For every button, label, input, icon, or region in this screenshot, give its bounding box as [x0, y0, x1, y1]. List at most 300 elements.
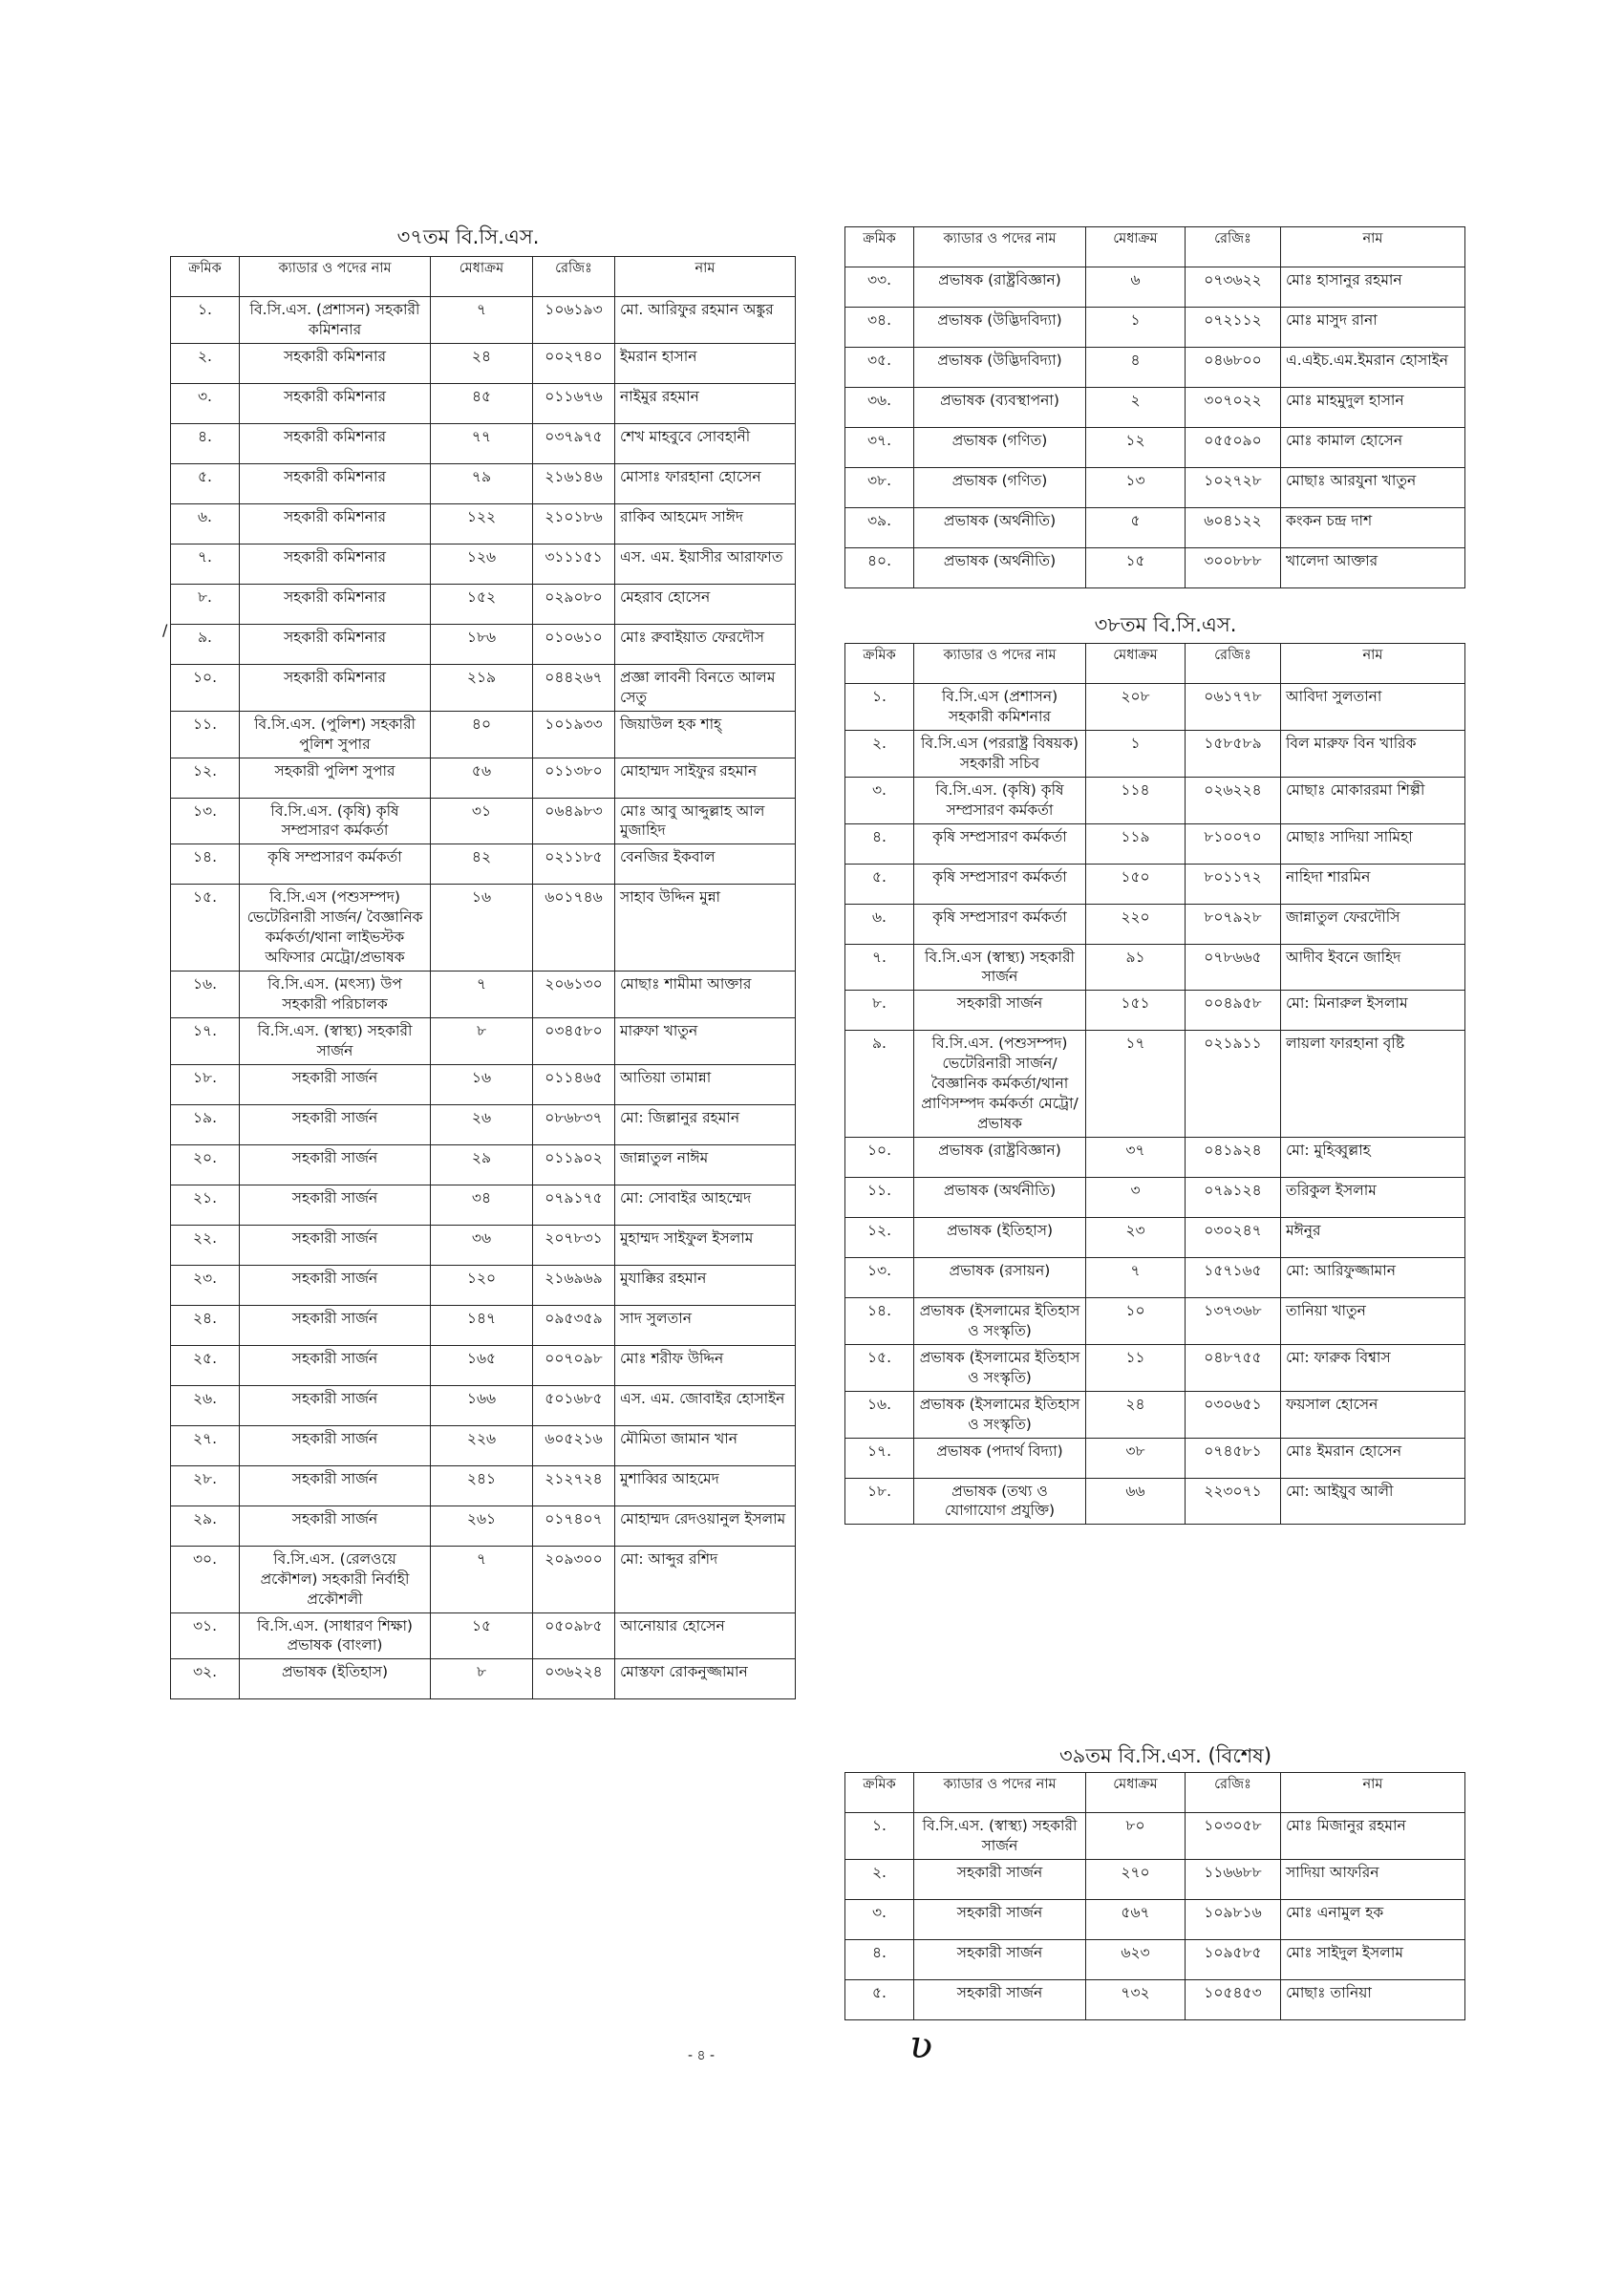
cadre-post-cell: সহকারী সার্জন [240, 1506, 431, 1546]
name-cell: মোঃ সাইদুল ইসলাম [1281, 1939, 1465, 1979]
merit-position-cell: ১২ [1086, 428, 1186, 468]
column-header: রেজিঃ [1186, 644, 1281, 684]
serial-cell: ১৮. [845, 1478, 914, 1525]
registration-cell: ১৫৭১৬৫ [1186, 1257, 1281, 1297]
registration-cell: ৩০০৮৮৮ [1186, 548, 1281, 588]
cadre-post-cell: সহকারী সার্জন [240, 1305, 431, 1345]
name-cell: রাকিব আহমেদ সাঈদ [615, 503, 796, 544]
column-header: ক্রমিক [171, 257, 240, 297]
name-cell: মো: আরিফুজ্জামান [1281, 1257, 1465, 1297]
cadre-post-cell: প্রভাষক (উদ্ভিদবিদ্যা) [914, 308, 1086, 348]
registration-cell: ২২৩০৭১ [1186, 1478, 1281, 1525]
registration-cell: ১০৯৫৮৫ [1186, 1939, 1281, 1979]
name-cell: মোঃ ইমরান হোসেন [1281, 1438, 1465, 1478]
table-row [171, 758, 796, 798]
registration-cell: ০৬৪৯৮৩ [533, 798, 615, 844]
registration-cell: ০১১৪৬৫ [533, 1064, 615, 1104]
name-cell: জিয়াউল হক শাহ্ [615, 711, 796, 758]
merit-position-cell: ৪০ [431, 711, 533, 758]
serial-cell: ৩২. [171, 1659, 240, 1699]
merit-position-cell: ১৫০ [1086, 864, 1186, 904]
name-cell: মো: আব্দুর রশিদ [615, 1546, 796, 1612]
merit-position-cell: ২৭০ [1086, 1859, 1186, 1899]
column-header: নাম [615, 257, 796, 297]
merit-position-cell: ৫৬৭ [1086, 1899, 1186, 1939]
name-cell: মোঃ মাসুদ রানা [1281, 308, 1465, 348]
serial-cell: ৩৩. [845, 267, 914, 308]
table-row [171, 885, 796, 972]
serial-cell: ১৭. [845, 1438, 914, 1478]
cadre-post-cell: প্রভাষক (ইসলামের ইতিহাস ও সংস্কৃতি) [914, 1344, 1086, 1391]
registration-cell: ০৩৪৫৮০ [533, 1017, 615, 1064]
table-row [171, 503, 796, 544]
merit-position-cell: ৭ [431, 297, 533, 344]
table-row [845, 1939, 1465, 1979]
serial-cell: ২৬. [171, 1385, 240, 1425]
merit-position-cell: ২৩ [1086, 1217, 1186, 1257]
registration-cell: ০৮৬৮৩৭ [533, 1104, 615, 1144]
table-row [845, 684, 1465, 731]
cadre-post-cell: সহকারী কমিশনার [240, 624, 431, 664]
registration-cell: ২১৬১৪৬ [533, 463, 615, 503]
name-cell: আদীব ইবনে জাহিদ [1281, 944, 1465, 991]
merit-position-cell: ১৮৬ [431, 624, 533, 664]
table-row [171, 1546, 796, 1612]
cadre-post-cell: বি.সি.এস (পররাষ্ট্র বিষয়ক) সহকারী সচিব [914, 730, 1086, 777]
table-row [171, 423, 796, 463]
cadre-post-cell: বি.সি.এস. (রেলওয়ে প্রকৌশল) সহকারী নির্বাহী প্রকৌশলী [240, 1546, 431, 1612]
serial-cell: ২৫. [171, 1345, 240, 1385]
registration-cell: ৮০১১৭২ [1186, 864, 1281, 904]
table-row [845, 508, 1465, 548]
name-cell: বেনজির ইকবাল [615, 844, 796, 885]
table-row [171, 544, 796, 584]
registration-cell: ২০৬১৩০ [533, 972, 615, 1018]
serial-cell: ১২. [845, 1217, 914, 1257]
table-title-37-bcs: ৩৭তম বি.সি.এস. [396, 225, 540, 248]
merit-position-cell: ৮০ [1086, 1813, 1186, 1860]
registration-cell: ৬০৪১২২ [1186, 508, 1281, 548]
cadre-post-cell: প্রভাষক (অর্থনীতি) [914, 548, 1086, 588]
table-row [845, 267, 1465, 308]
serial-cell: ৩৫. [845, 348, 914, 388]
cadre-post-cell: কৃষি সম্প্রসারণ কর্মকর্তা [914, 864, 1086, 904]
table-row [845, 548, 1465, 588]
name-cell: মোসাঃ ফারহানা হোসেন [615, 463, 796, 503]
name-cell: মোঃ রুবাইয়াত ফেরদৌস [615, 624, 796, 664]
name-cell: বিল মারুফ বিন খারিক [1281, 730, 1465, 777]
table-row [171, 844, 796, 885]
merit-position-cell: ৪ [1086, 348, 1186, 388]
serial-cell: ১১. [171, 711, 240, 758]
name-cell: মো: মিনারুল ইসলাম [1281, 991, 1465, 1031]
name-cell: সাদিয়া আফরিন [1281, 1859, 1465, 1899]
merit-position-cell: ৩৪ [431, 1185, 533, 1225]
name-cell: ফয়সাল হোসেন [1281, 1391, 1465, 1438]
table-row [845, 348, 1465, 388]
table-row [845, 1297, 1465, 1344]
name-cell: এস. এম. ইয়াসীর আরাফাত [615, 544, 796, 584]
registration-cell: ৮০৭৯২৮ [1186, 904, 1281, 944]
merit-position-cell: ৩৬ [431, 1225, 533, 1265]
merit-position-cell: ২১৯ [431, 664, 533, 711]
table-row [845, 730, 1465, 777]
cadre-post-cell: বি.সি.এস. (স্বাস্থ্য) সহকারী সার্জন [240, 1017, 431, 1064]
cadre-post-cell: সহকারী সার্জন [240, 1104, 431, 1144]
table-row [845, 1177, 1465, 1217]
name-cell: মো. আরিফুর রহমান অঙ্কুর [615, 297, 796, 344]
serial-cell: ৮. [845, 991, 914, 1031]
serial-cell: ৪. [171, 423, 240, 463]
table-row [845, 1257, 1465, 1297]
name-cell: লায়লা ফারহানা বৃষ্টি [1281, 1031, 1465, 1138]
serial-cell: ১. [845, 1813, 914, 1860]
merit-position-cell: ১৪৭ [431, 1305, 533, 1345]
table-row [171, 1506, 796, 1546]
column-header: রেজিঃ [533, 257, 615, 297]
cadre-post-cell: প্রভাষক (রাষ্ট্রবিজ্ঞান) [914, 267, 1086, 308]
registration-cell: ১০৫৪৫৩ [1186, 1979, 1281, 2019]
serial-cell: ৭. [171, 544, 240, 584]
registration-cell: ০৩৭৯৭৫ [533, 423, 615, 463]
margin-tick-mark: / [162, 621, 168, 639]
table-row [845, 1859, 1465, 1899]
registration-cell: ০৩৬২২৪ [533, 1659, 615, 1699]
column-header: ক্রমিক [845, 227, 914, 267]
cadre-post-cell: সহকারী কমিশনার [240, 503, 431, 544]
merit-position-cell: ৪২ [431, 844, 533, 885]
table-row [845, 1031, 1465, 1138]
serial-cell: ৩১. [171, 1612, 240, 1659]
name-cell: এস. এম. জোবাইর হোসাইন [615, 1385, 796, 1425]
table-row [171, 1017, 796, 1064]
name-cell: মোহাম্মদ রেদওয়ানুল ইসলাম [615, 1506, 796, 1546]
cadre-post-cell: সহকারী কমিশনার [240, 463, 431, 503]
table-header-row [845, 227, 1465, 267]
table-row [171, 1425, 796, 1465]
registration-cell: ০৩০২৪৭ [1186, 1217, 1281, 1257]
registration-cell: ৫০১৬৮৫ [533, 1385, 615, 1425]
merit-position-cell: ৩৭ [1086, 1137, 1186, 1177]
column-header: রেজিঃ [1186, 227, 1281, 267]
name-cell: মোছাঃ আরযুনা খাতুন [1281, 468, 1465, 508]
merit-position-cell: ৯১ [1086, 944, 1186, 991]
serial-cell: ৮. [171, 584, 240, 624]
table-row [845, 1899, 1465, 1939]
merit-position-cell: ২০৮ [1086, 684, 1186, 731]
name-cell: মোঃ মিজানুর রহমান [1281, 1813, 1465, 1860]
name-cell: মুশাব্বির আহমেদ [615, 1465, 796, 1506]
name-cell: মঈনুর [1281, 1217, 1465, 1257]
name-cell: মো: ফারুক বিশ্বাস [1281, 1344, 1465, 1391]
name-cell: মোঃ শরীফ উদ্দিন [615, 1345, 796, 1385]
name-cell: মোছাঃ সাদিয়া সামিহা [1281, 823, 1465, 864]
serial-cell: ৩০. [171, 1546, 240, 1612]
table-row [171, 1185, 796, 1225]
merit-position-cell: ৩ [1086, 1177, 1186, 1217]
cadre-post-cell: বি.সি.এস. (সাধারণ শিক্ষা) প্রভাষক (বাংলা) [240, 1612, 431, 1659]
registration-cell: ২০৯৩০০ [533, 1546, 615, 1612]
registration-cell: ৬০৫২১৬ [533, 1425, 615, 1465]
merit-position-cell: ২৯ [431, 1144, 533, 1185]
registration-cell: ১৫৮৫৮৯ [1186, 730, 1281, 777]
registration-cell: ০১৭৪০৭ [533, 1506, 615, 1546]
merit-position-cell: ২২৬ [431, 1425, 533, 1465]
name-cell: মোছাঃ মোকাররমা শিল্পী [1281, 777, 1465, 823]
serial-cell: ৩৪. [845, 308, 914, 348]
serial-cell: ৯. [171, 624, 240, 664]
registration-cell: ০৭৯১২৪ [1186, 1177, 1281, 1217]
serial-cell: ৫. [171, 463, 240, 503]
serial-cell: ১৬. [171, 972, 240, 1018]
cadre-post-cell: বি.সি.এস. (স্বাস্থ্য) সহকারী সার্জন [914, 1813, 1086, 1860]
serial-cell: ২৭. [171, 1425, 240, 1465]
table-row [845, 823, 1465, 864]
merit-position-cell: ৭৩২ [1086, 1979, 1186, 2019]
cadre-post-cell: সহকারী কমিশনার [240, 544, 431, 584]
serial-cell: ৩. [171, 383, 240, 423]
serial-cell: ৩৯. [845, 508, 914, 548]
handwritten-initial: ʋ [909, 2023, 933, 2067]
merit-position-cell: ৭৯ [431, 463, 533, 503]
merit-position-cell: ২৪ [1086, 1391, 1186, 1438]
name-cell: মুযাক্কির রহমান [615, 1265, 796, 1305]
name-cell: নাহিদা শারমিন [1281, 864, 1465, 904]
table-row [845, 428, 1465, 468]
merit-position-cell: ১৩ [1086, 468, 1186, 508]
registration-cell: ০০৭০৯৮ [533, 1345, 615, 1385]
registration-cell: ১৩৭৩৬৮ [1186, 1297, 1281, 1344]
merit-position-cell: ১৫২ [431, 584, 533, 624]
cadre-post-cell: সহকারী সার্জন [240, 1345, 431, 1385]
registration-cell: ১১৬৬৮৮ [1186, 1859, 1281, 1899]
merit-position-cell: ৩৮ [1086, 1438, 1186, 1478]
serial-cell: ৫. [845, 864, 914, 904]
serial-cell: ১৬. [845, 1391, 914, 1438]
serial-cell: ১. [171, 297, 240, 344]
serial-cell: ৪. [845, 823, 914, 864]
registration-cell: ৩০৭০২২ [1186, 388, 1281, 428]
name-cell: মোছাঃ তানিয়া [1281, 1979, 1465, 2019]
column-header: মেধাক্রম [431, 257, 533, 297]
merit-position-cell: ২৬১ [431, 1506, 533, 1546]
table-row [171, 624, 796, 664]
registration-cell: ০৪৪২৬৭ [533, 664, 615, 711]
serial-cell: ১৫. [171, 885, 240, 972]
registration-cell: ০৭৮৬৬৫ [1186, 944, 1281, 991]
cadre-post-cell: বি.সি.এস. (মৎস্য) উপ সহকারী পরিচালক [240, 972, 431, 1018]
table-38-bcs [844, 643, 1465, 1525]
cadre-post-cell: সহকারী সার্জন [914, 991, 1086, 1031]
column-header: ক্রমিক [845, 644, 914, 684]
table-row [171, 297, 796, 344]
merit-position-cell: ১২৬ [431, 544, 533, 584]
cadre-post-cell: সহকারী সার্জন [914, 1899, 1086, 1939]
serial-cell: ১৮. [171, 1064, 240, 1104]
registration-cell: ০১১৩৮০ [533, 758, 615, 798]
cadre-post-cell: সহকারী সার্জন [914, 1939, 1086, 1979]
serial-cell: ৬. [845, 904, 914, 944]
name-cell: মোহাম্মদ সাইফুর রহমান [615, 758, 796, 798]
table-row [845, 1813, 1465, 1860]
serial-cell: ১৪. [171, 844, 240, 885]
cadre-post-cell: প্রভাষক (পদার্থ বিদ্যা) [914, 1438, 1086, 1478]
cadre-post-cell: প্রভাষক (অর্থনীতি) [914, 508, 1086, 548]
merit-position-cell: ৬ [1086, 267, 1186, 308]
registration-cell: ২১৬৯৬৯ [533, 1265, 615, 1305]
name-cell: মোঃ কামাল হোসেন [1281, 428, 1465, 468]
cadre-post-cell: সহকারী সার্জন [240, 1225, 431, 1265]
merit-position-cell: ২৪১ [431, 1465, 533, 1506]
merit-position-cell: ১৭ [1086, 1031, 1186, 1138]
merit-position-cell: ১৬ [431, 1064, 533, 1104]
column-header: ক্যাডার ও পদের নাম [914, 644, 1086, 684]
column-header: নাম [1281, 644, 1465, 684]
table-title-38-bcs: ৩৮তম বি.সি.এস. [1094, 613, 1237, 636]
registration-cell: ০৫০৯৮৫ [533, 1612, 615, 1659]
cadre-post-cell: সহকারী সার্জন [240, 1465, 431, 1506]
name-cell: এ.এইচ.এম.ইমরান হোসাইন [1281, 348, 1465, 388]
cadre-post-cell: প্রভাষক (উদ্ভিদবিদ্যা) [914, 348, 1086, 388]
registration-cell: ২০৭৮৩১ [533, 1225, 615, 1265]
serial-cell: ১৪. [845, 1297, 914, 1344]
table-header-row [845, 644, 1465, 684]
merit-position-cell: ৭৭ [431, 423, 533, 463]
table-37-bcs-continued [844, 226, 1465, 588]
serial-cell: ২. [845, 1859, 914, 1899]
cadre-post-cell: বি.সি.এস (স্বাস্থ্য) সহকারী সার্জন [914, 944, 1086, 991]
registration-cell: ০৪৬৮০০ [1186, 348, 1281, 388]
table-row [171, 1225, 796, 1265]
cadre-post-cell: প্রভাষক (অর্থনীতি) [914, 1177, 1086, 1217]
cadre-post-cell: সহকারী কমিশনার [240, 423, 431, 463]
table-row [171, 463, 796, 503]
name-cell: শেখ মাহবুবে সোবহানী [615, 423, 796, 463]
registration-cell: ০৭৪৫৮১ [1186, 1438, 1281, 1478]
merit-position-cell: ১৫ [1086, 548, 1186, 588]
serial-cell: ১১. [845, 1177, 914, 1217]
name-cell: মোঃ আবু আব্দুল্লাহ আল মুজাহিদ [615, 798, 796, 844]
table-row [845, 1478, 1465, 1525]
table-row [845, 991, 1465, 1031]
column-header: মেধাক্রম [1086, 644, 1186, 684]
cadre-post-cell: সহকারী সার্জন [914, 1859, 1086, 1899]
serial-cell: ২৮. [171, 1465, 240, 1506]
registration-cell: ০২১১৮৫ [533, 844, 615, 885]
table-row [171, 1064, 796, 1104]
cadre-post-cell: কৃষি সম্প্রসারণ কর্মকর্তা [914, 904, 1086, 944]
cadre-post-cell: সহকারী সার্জন [914, 1979, 1086, 2019]
serial-cell: ২৯. [171, 1506, 240, 1546]
registration-cell: ০২৬২২৪ [1186, 777, 1281, 823]
merit-position-cell: ৬২৩ [1086, 1939, 1186, 1979]
merit-position-cell: ৫৬ [431, 758, 533, 798]
column-header: ক্যাডার ও পদের নাম [914, 1773, 1086, 1813]
registration-cell: ০৫৫০৯০ [1186, 428, 1281, 468]
merit-position-cell: ১ [1086, 730, 1186, 777]
table-row [845, 864, 1465, 904]
registration-cell: ০১০৬১০ [533, 624, 615, 664]
page-number: - ৪ - [688, 2048, 716, 2063]
name-cell: তানিয়া খাতুন [1281, 1297, 1465, 1344]
merit-position-cell: ৪৫ [431, 383, 533, 423]
merit-position-cell: ৩১ [431, 798, 533, 844]
serial-cell: ৩৮. [845, 468, 914, 508]
registration-cell: ০৯৫৩৫৯ [533, 1305, 615, 1345]
registration-cell: ৩১১১৫১ [533, 544, 615, 584]
table-row [171, 1612, 796, 1659]
merit-position-cell: ২৪ [431, 343, 533, 383]
name-cell: তরিকুল ইসলাম [1281, 1177, 1465, 1217]
serial-cell: ১৫. [845, 1344, 914, 1391]
registration-cell: ১০৯৮১৬ [1186, 1899, 1281, 1939]
registration-cell: ০৭৩৬২২ [1186, 267, 1281, 308]
table-row [845, 468, 1465, 508]
table-row [845, 1217, 1465, 1257]
registration-cell: ০৪৮৭৫৫ [1186, 1344, 1281, 1391]
cadre-post-cell: বি.সি.এস. (পশুসম্পদ) ভেটেরিনারী সার্জন/বৈজ্ঞানিক কর্মকর্তা/থানা প্রাণিসম্পদ কর্মকর্তা মেট্রো/প্রভাষক [914, 1031, 1086, 1138]
cadre-post-cell: বি.সি.এস (প্রশাসন) সহকারী কমিশনার [914, 684, 1086, 731]
registration-cell: ৬০১৭৪৬ [533, 885, 615, 972]
name-cell: আনোয়ার হোসেন [615, 1612, 796, 1659]
column-header: মেধাক্রম [1086, 227, 1186, 267]
merit-position-cell: ৭ [1086, 1257, 1186, 1297]
serial-cell: ২. [845, 730, 914, 777]
name-cell: মোঃ এনামুল হক [1281, 1899, 1465, 1939]
serial-cell: ৫. [845, 1979, 914, 2019]
table-row [171, 1144, 796, 1185]
table-row [171, 711, 796, 758]
name-cell: জান্নাতুল ফেরদৌসি [1281, 904, 1465, 944]
name-cell: মেহরাব হোসেন [615, 584, 796, 624]
table-row [171, 1265, 796, 1305]
cadre-post-cell: প্রভাষক (গণিত) [914, 468, 1086, 508]
table-row [845, 904, 1465, 944]
table-row [171, 664, 796, 711]
column-header: ক্যাডার ও পদের নাম [914, 227, 1086, 267]
table-row [171, 1104, 796, 1144]
serial-cell: ৩৭. [845, 428, 914, 468]
serial-cell: ৩. [845, 1899, 914, 1939]
name-cell: মো: মুহিব্বুল্লাহ [1281, 1137, 1465, 1177]
serial-cell: ৩৬. [845, 388, 914, 428]
cadre-post-cell: সহকারী সার্জন [240, 1144, 431, 1185]
registration-cell: ০৪১৯২৪ [1186, 1137, 1281, 1177]
name-cell: ইমরান হাসান [615, 343, 796, 383]
merit-position-cell: ১১৯ [1086, 823, 1186, 864]
name-cell: আবিদা সুলতানা [1281, 684, 1465, 731]
cadre-post-cell: বি.সি.এস. (প্রশাসন) সহকারী কমিশনার [240, 297, 431, 344]
name-cell: মোস্তফা রোকনুজ্জামান [615, 1659, 796, 1699]
serial-cell: ২৪. [171, 1305, 240, 1345]
registration-cell: ০২৯০৮০ [533, 584, 615, 624]
serial-cell: ৩. [845, 777, 914, 823]
cadre-post-cell: প্রভাষক (রাষ্ট্রবিজ্ঞান) [914, 1137, 1086, 1177]
serial-cell: ১৩. [845, 1257, 914, 1297]
table-header-row [171, 257, 796, 297]
serial-cell: ২. [171, 343, 240, 383]
merit-position-cell: ৬৬ [1086, 1478, 1186, 1525]
name-cell: প্রজ্ঞা লাবনী বিনতে আলম সেতু [615, 664, 796, 711]
registration-cell: ১০১৯৩৩ [533, 711, 615, 758]
table-row [171, 972, 796, 1018]
merit-position-cell: ১১৪ [1086, 777, 1186, 823]
cadre-post-cell: প্রভাষক (ইতিহাস) [914, 1217, 1086, 1257]
registration-cell: ০০২৭৪০ [533, 343, 615, 383]
merit-position-cell: ১৬৬ [431, 1385, 533, 1425]
registration-cell: ০৩০৬৫১ [1186, 1391, 1281, 1438]
cadre-post-cell: সহকারী কমিশনার [240, 343, 431, 383]
